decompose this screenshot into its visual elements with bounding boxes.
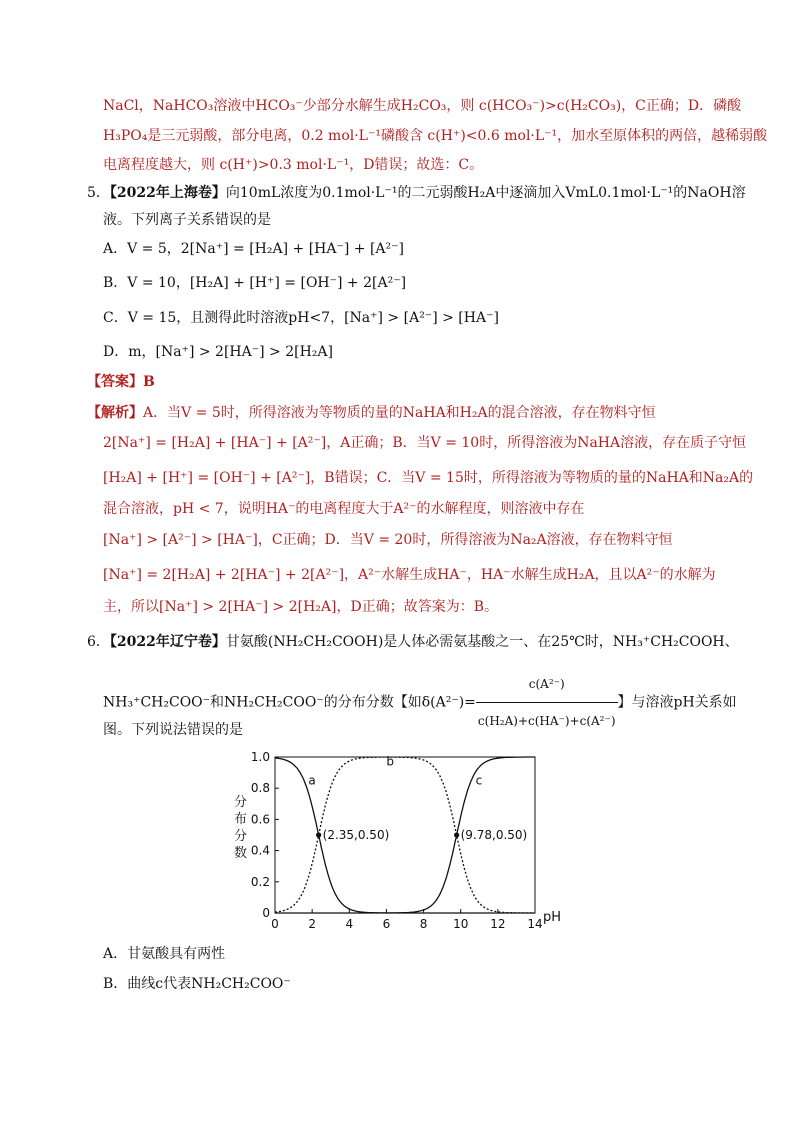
prev-analysis-line-3: 电离程度越大，则 c(H⁺)>0.3 mol·L⁻¹，D错误；故选：C。 [103,157,484,173]
x-tick-label: 4 [345,917,354,931]
x-tick-label: 8 [419,917,428,931]
x-tick-label: 10 [453,917,469,931]
x-tick-label: 2 [308,917,316,931]
y-axis-label-char: 分 [234,795,248,810]
question-6-stem-cont: 图。下列说法错误的是 [103,722,243,738]
y-tick-label: 0 [262,906,270,920]
y-tick-label: 1.0 [250,750,270,764]
question-stem: 甘氨酸(NH₂CH₂COOH)是人体必需氨基酸之一、在25℃时，NH₃⁺CH₂COOH、 [225,634,739,650]
data-point [454,832,459,837]
y-tick-label: 0.4 [250,843,270,858]
question-5-stem-cont: 液。下列离子关系错误的是 [103,212,271,228]
analysis-line-1 [87,403,656,423]
analysis-text: A．当V = 5时，所得溶液为等物质的量的NaHA和H₂A的混合溶液，存在物料守恒 [143,405,656,421]
y-tick-label: 0.6 [250,812,270,827]
question-5-option-c: C．V = 15，且测得此时溶液pH<7，[Na⁺] > [A²⁻] > [HA⁻] [103,310,499,326]
analysis-line-3: [H₂A] + [H⁺] = [OH⁻] + [A²⁻]，B错误；C．当V = 15时，所得溶液为等物质的量的NaHA和Na₂A的 [103,470,754,486]
question-6-stem [87,632,739,652]
prev-analysis-line-2: H₃PO₄是三元弱酸，部分电离，0.2 mol·L⁻¹磷酸含 c(H⁺)<0.6 mol·L⁻¹，加水至原体积的两倍，越稀弱酸 [103,128,768,144]
y-tick-label: 0.8 [250,781,270,796]
fraction [476,666,618,739]
analysis-label: 【解析】 [87,405,143,421]
question-5-option-a: A．V = 5，2[Na⁺] = [H₂A] + [HA⁻] + [A²⁻] [103,241,404,257]
y-axis-label-char: 布 [234,812,248,827]
question-6-option-a: A．甘氨酸具有两性 [103,946,226,962]
question-6-option-b: B．曲线c代表NH₂CH₂COO⁻ [103,976,291,992]
stem-text: 】与溶液pH关系如 [617,694,737,711]
question-stem: 向10mL浓度为0.1mol·L⁻¹的二元弱酸H₂A中逐滴加入VmL0.1mol·L⁻¹的NaOH溶 [225,185,746,201]
y-axis-label-char: 数 [234,846,248,861]
series-label: b [386,754,395,769]
question-number: 6． [87,634,110,650]
data-point-label: (2.35,0.50) [322,828,390,842]
analysis-line-2: 2[Na⁺] = [H₂A] + [HA⁻] + [A²⁻]，A正确；B．当V = 10时，所得溶液为NaHA溶液，存在质子守恒 [103,435,747,451]
y-tick-label: 0.2 [250,874,270,889]
distribution-chart [220,740,580,940]
data-point-label: (9.78,0.50) [460,828,528,842]
x-axis-label: pH [543,910,562,925]
stem-text: NH₃⁺CH₂COO⁻和NH₂CH₂COO⁻的分布分数【如δ(A²⁻)= [103,694,476,711]
fraction-denominator: c(H₂A)+c(HA⁻)+c(A²⁻) [477,714,616,728]
fraction-numerator: c(A²⁻) [476,666,618,703]
data-point [316,832,321,837]
prev-analysis-line-1: NaCl，NaHCO₃溶液中HCO₃⁻少部分水解生成H₂CO₃，则 c(HCO₃⁻)>c(H₂CO₃)，C正确；D．磷酸 [103,98,742,114]
x-tick-label: 6 [382,917,391,931]
question-number: 5． [87,185,110,201]
analysis-line-4: 混合溶液，pH < 7，说明HA⁻的电离程度大于A²⁻的水解程度，则溶液中存在 [103,501,585,517]
question-5-option-b: B．V = 10，[H₂A] + [H⁺] = [OH⁻] + 2[A²⁻] [103,275,407,291]
question-source: 【2022年上海卷】 [109,185,226,201]
x-tick-label: 14 [527,917,543,931]
analysis-line-6: [Na⁺] = 2[H₂A] + 2[HA⁻] + 2[A²⁻]，A²⁻水解生成HA⁻，HA⁻水解生成H₂A，且以A²⁻的水解为 [103,567,716,583]
question-5-option-d: D．m，[Na⁺] > 2[HA⁻] > 2[H₂A] [103,344,333,360]
x-tick-label: 12 [490,917,506,931]
series-label: c [475,773,483,788]
analysis-line-7: 主，所以[Na⁺] > 2[HA⁻] > 2[H₂A]，D正确；故答案为：B。 [103,599,498,615]
analysis-line-5: [Na⁺] > [A²⁻] > [HA⁻]，C正确；D．当V = 20时，所得溶液为Na₂A溶液，存在物料守恒 [103,532,673,548]
answer-label: 【答案】B [87,374,155,390]
question-source: 【2022年辽宁卷】 [109,634,226,650]
y-axis-label-char: 分 [234,829,248,844]
question-5-stem [87,183,746,203]
series-label: a [308,773,316,788]
x-tick-label: 0 [271,917,279,931]
